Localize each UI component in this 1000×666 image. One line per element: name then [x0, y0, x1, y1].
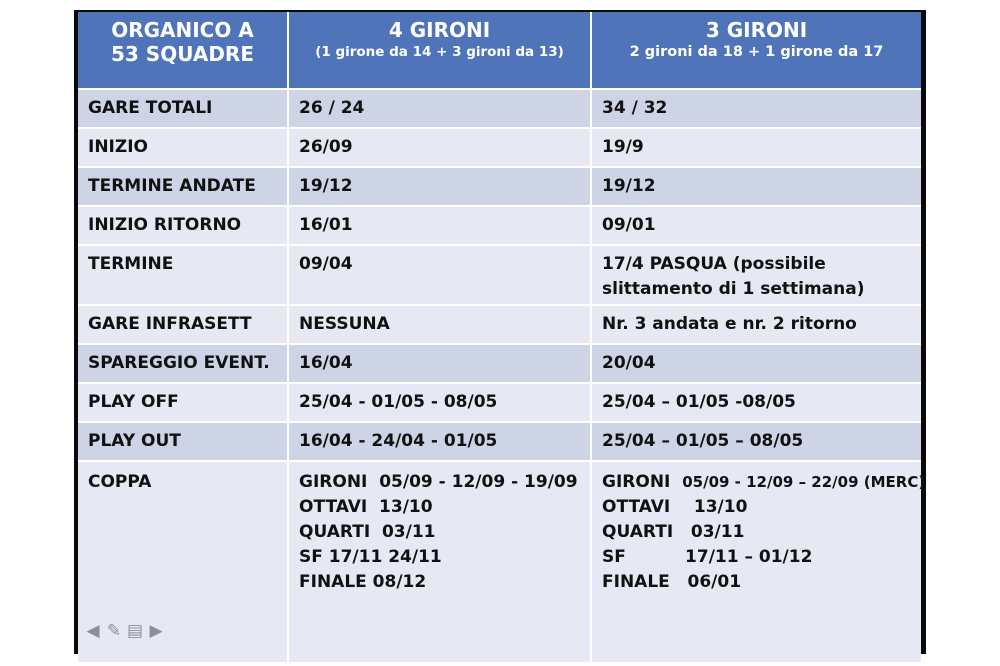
row-value-four: 25/04 - 01/05 - 08/05	[289, 384, 592, 421]
row-value-three: 25/04 – 01/05 -08/05	[602, 392, 796, 412]
coppa-three-line	[602, 470, 926, 495]
arrow-right-icon[interactable]: ▶	[149, 621, 163, 641]
table-row	[78, 207, 921, 246]
row-label: GARE TOTALI	[78, 90, 289, 127]
row-label: SPAREGGIO EVENT.	[78, 345, 289, 382]
header-three-subtitle: 2 gironi da 18 + 1 girone da 17	[629, 44, 884, 60]
row-value-three: 25/04 – 01/05 – 08/05	[602, 431, 804, 451]
row-label: PLAY OFF	[78, 384, 289, 421]
row-value-three-line1: 17/4 PASQUA (possibile	[602, 254, 826, 274]
row-value-three: 20/04	[602, 353, 656, 373]
slideshow-nav	[84, 622, 165, 640]
row-label: COPPA	[78, 462, 289, 662]
header-organico	[78, 12, 289, 88]
header-four-subtitle: (1 girone da 14 + 3 gironi da 13)	[315, 44, 564, 60]
slide	[74, 10, 926, 654]
header-organico-line2: 53 SQUADRE	[111, 42, 254, 66]
row-value-four: 26/09	[289, 129, 592, 166]
coppa-three-line: OTTAVI 13/10	[602, 497, 748, 517]
coppa-four-line: FINALE 08/12	[299, 572, 427, 592]
coppa-four-line: GIRONI 05/09 - 12/09 - 19/09	[299, 472, 578, 492]
slides-icon[interactable]: ▤	[126, 621, 144, 641]
row-value-four: 19/12	[289, 168, 592, 205]
pencil-icon[interactable]: ✎	[106, 621, 122, 641]
header-four-gironi	[289, 12, 592, 88]
row-value-three: 19/9	[602, 137, 644, 157]
row-label: PLAY OUT	[78, 423, 289, 460]
row-value-four: 26 / 24	[289, 90, 592, 127]
row-value-three: 19/12	[602, 176, 656, 196]
coppa-four-schedule	[289, 462, 592, 662]
coppa-three-label: GIRONI	[602, 472, 671, 492]
row-value-four: 16/04	[289, 345, 592, 382]
table-row	[78, 306, 921, 345]
header-four-title: 4 GIRONI	[388, 18, 491, 42]
row-label: INIZIO	[78, 129, 289, 166]
row-value-four: NESSUNA	[289, 306, 592, 343]
row-label: TERMINE ANDATE	[78, 168, 289, 205]
coppa-three-line: FINALE 06/01	[602, 572, 742, 592]
table-row-coppa	[78, 462, 926, 662]
arrow-left-icon[interactable]: ◀	[86, 621, 100, 641]
coppa-three-schedule	[592, 462, 926, 662]
row-value-three	[592, 246, 921, 304]
coppa-three-line: SF 17/11 – 01/12	[602, 547, 813, 567]
coppa-three-line: QUARTI 03/11	[602, 522, 745, 542]
header-three-title: 3 GIRONI	[705, 18, 808, 42]
coppa-four-line: QUARTI 03/11	[299, 522, 436, 542]
table-row	[78, 345, 921, 384]
table-row	[78, 246, 921, 306]
row-label: INIZIO RITORNO	[78, 207, 289, 244]
coppa-three-value: 05/09 - 12/09 – 22/09 (MERC)	[682, 473, 926, 491]
table-row	[78, 129, 921, 168]
table-row	[78, 423, 921, 462]
header-three-gironi	[592, 12, 921, 88]
header-organico-line1: ORGANICO A	[111, 18, 254, 42]
row-value-three: 09/01	[602, 215, 656, 235]
coppa-four-line: OTTAVI 13/10	[299, 497, 433, 517]
row-label: GARE INFRASETT	[78, 306, 289, 343]
comparison-table	[78, 12, 926, 662]
header-row	[78, 12, 921, 90]
table-row	[78, 384, 921, 423]
row-value-four: 09/04	[289, 246, 592, 304]
row-value-three: Nr. 3 andata e nr. 2 ritorno	[602, 314, 857, 334]
row-value-four: 16/01	[289, 207, 592, 244]
row-value-three-line2: slittamento di 1 settimana)	[602, 279, 865, 299]
table-row	[78, 168, 921, 207]
row-value-three: 34 / 32	[602, 98, 668, 118]
row-label: TERMINE	[78, 246, 289, 304]
coppa-four-line: SF 17/11 24/11	[299, 547, 442, 567]
row-value-four: 16/04 - 24/04 - 01/05	[289, 423, 592, 460]
table-row	[78, 90, 921, 129]
